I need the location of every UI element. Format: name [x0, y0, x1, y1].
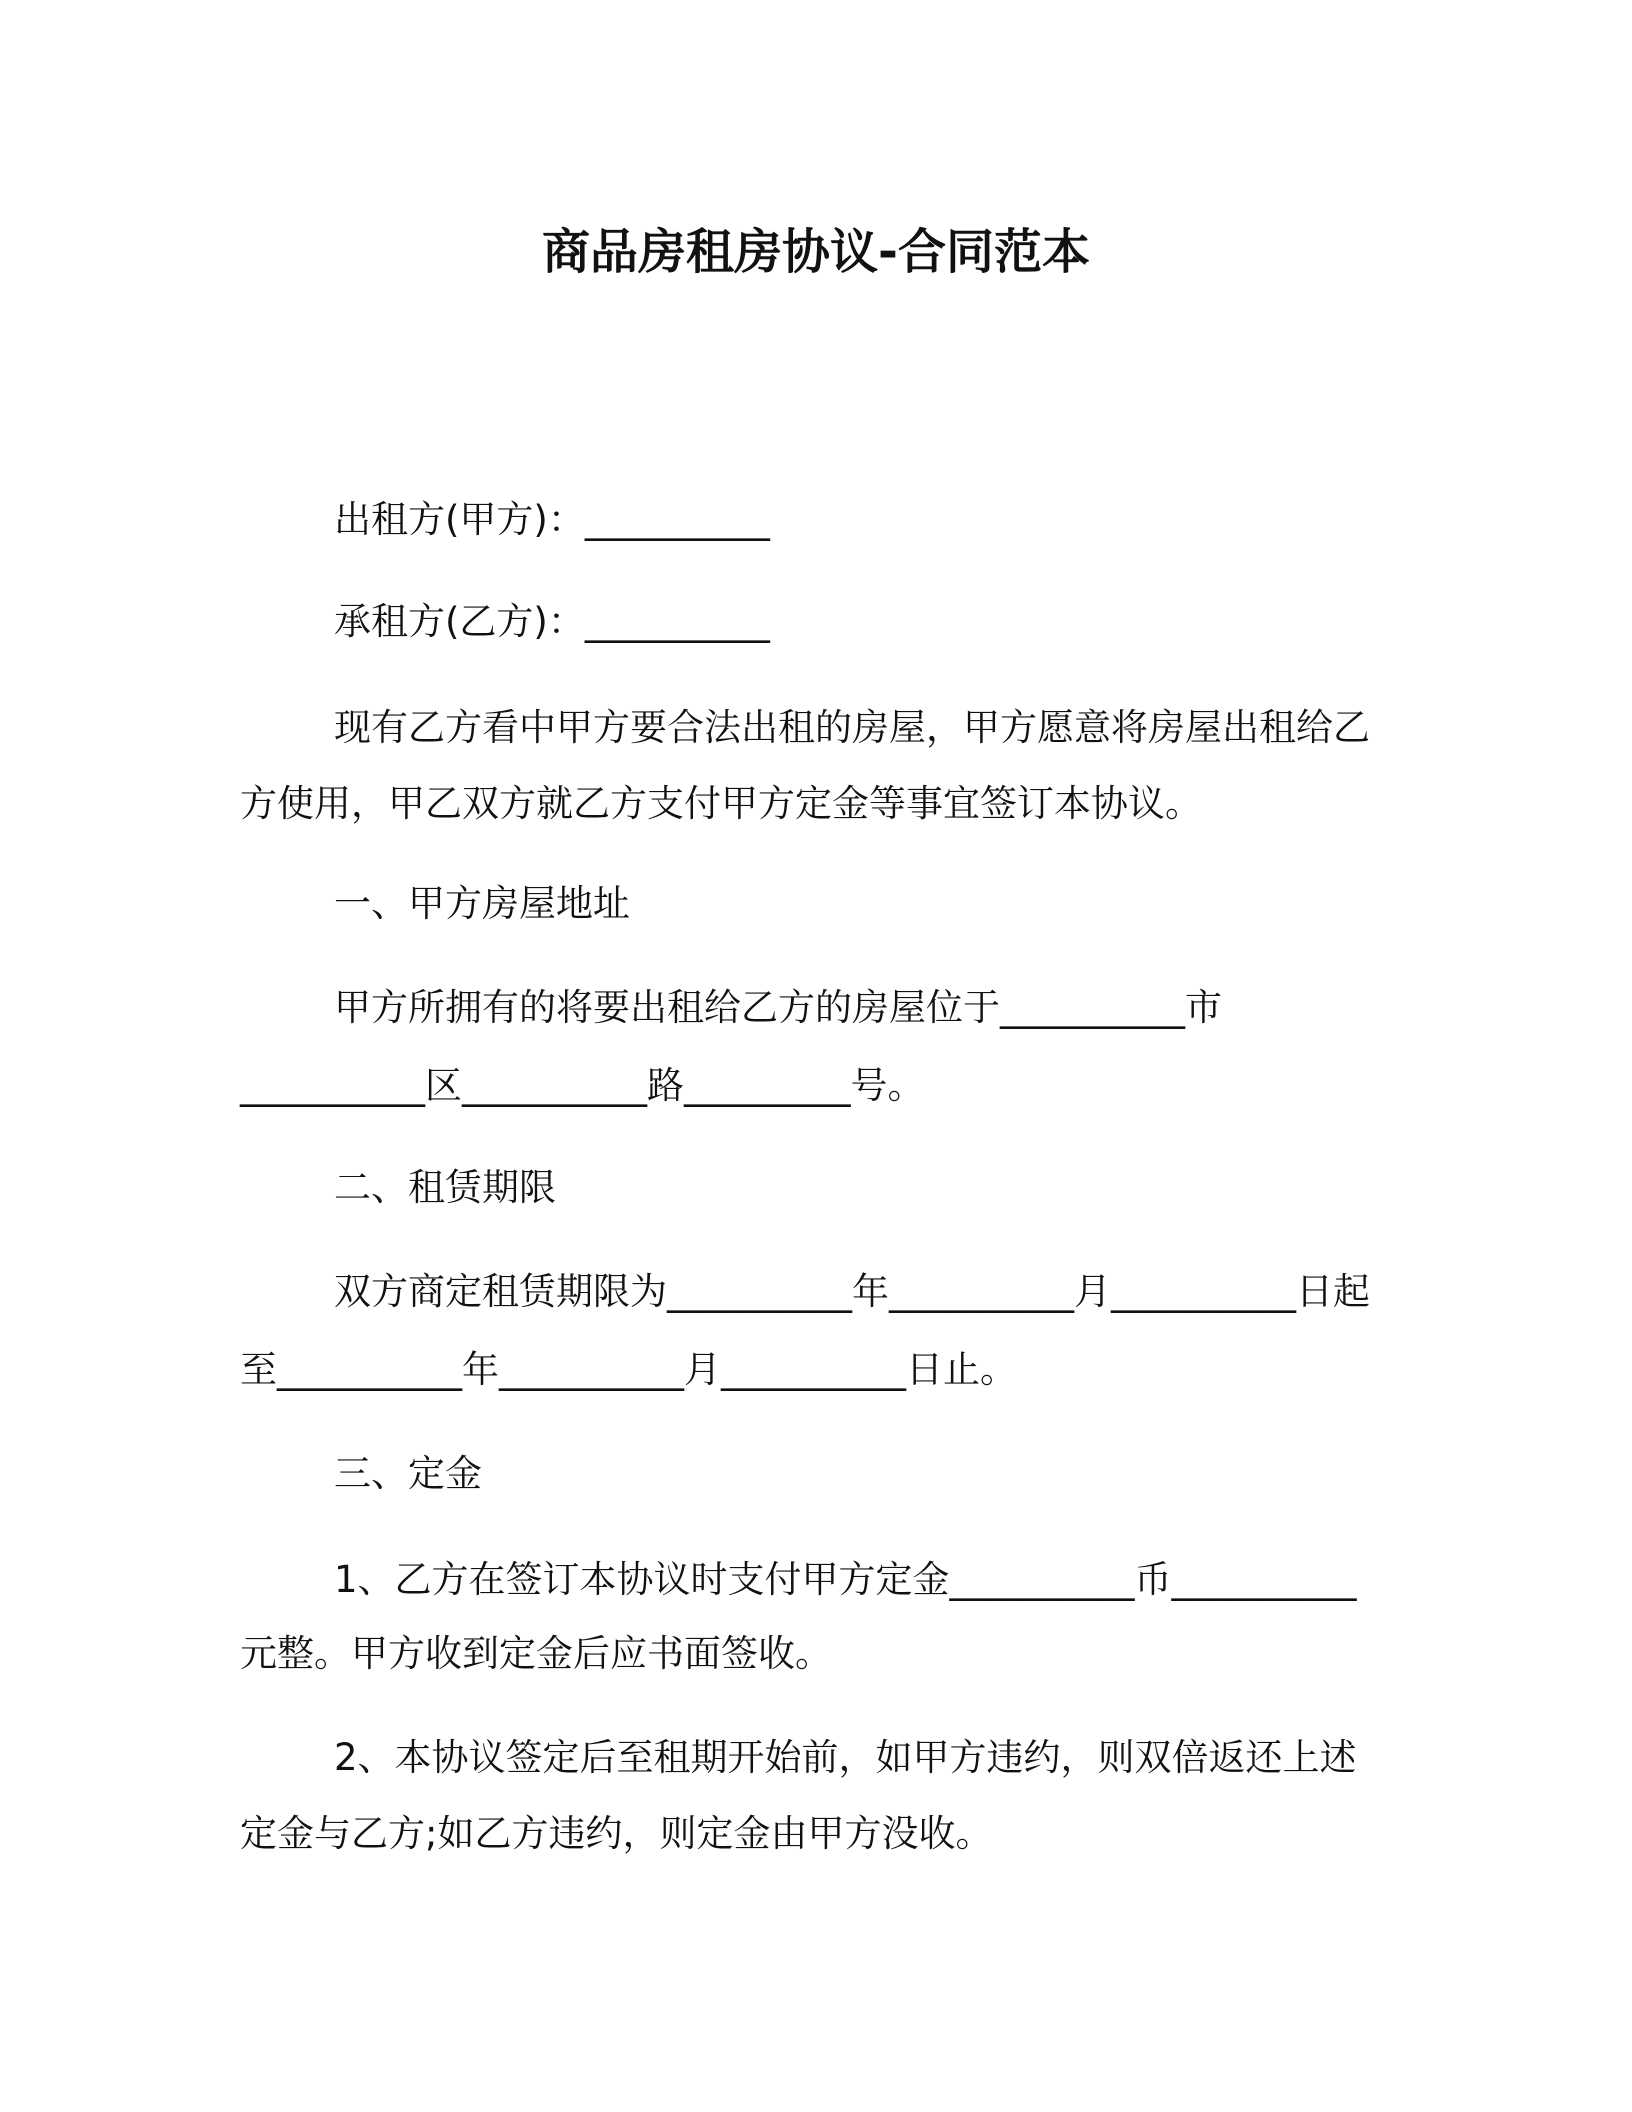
intro-paragraph-line-1: 现有乙方看中甲方要合法出租的房屋，甲方愿意将房屋出租给乙 — [334, 706, 1370, 749]
section-2-heading: 二、租赁期限 — [334, 1166, 556, 1209]
party-a-line: 出租方(甲方)：__________ — [334, 498, 770, 541]
section-3-item-1-line-1: 1、乙方在签订本协议时支付甲方定金__________币__________ — [334, 1558, 1357, 1601]
section-3-heading: 三、定金 — [334, 1452, 482, 1495]
intro-paragraph-line-2: 方使用，甲乙双方就乙方支付甲方定金等事宜签订本协议。 — [240, 782, 1202, 825]
section-3-item-1-line-2: 元整。甲方收到定金后应书面签收。 — [240, 1632, 832, 1675]
section-3-item-2-line-2: 定金与乙方;如乙方违约，则定金由甲方没收。 — [240, 1812, 993, 1855]
section-1-line-2: __________区__________路_________号。 — [240, 1064, 925, 1107]
section-1-heading: 一、甲方房屋地址 — [334, 882, 630, 925]
section-2-line-1: 双方商定租赁期限为__________年__________月__________日起 — [334, 1270, 1370, 1313]
section-1-line-1: 甲方所拥有的将要出租给乙方的房屋位于__________市 — [334, 986, 1222, 1029]
section-2-line-2: 至__________年__________月__________日止。 — [240, 1348, 1017, 1391]
document-title: 商品房租房协议-合同范本 — [542, 224, 1090, 280]
party-b-line: 承租方(乙方)：__________ — [334, 600, 770, 643]
section-3-item-2-line-1: 2、本协议签定后至租期开始前，如甲方违约，则双倍返还上述 — [334, 1736, 1357, 1779]
